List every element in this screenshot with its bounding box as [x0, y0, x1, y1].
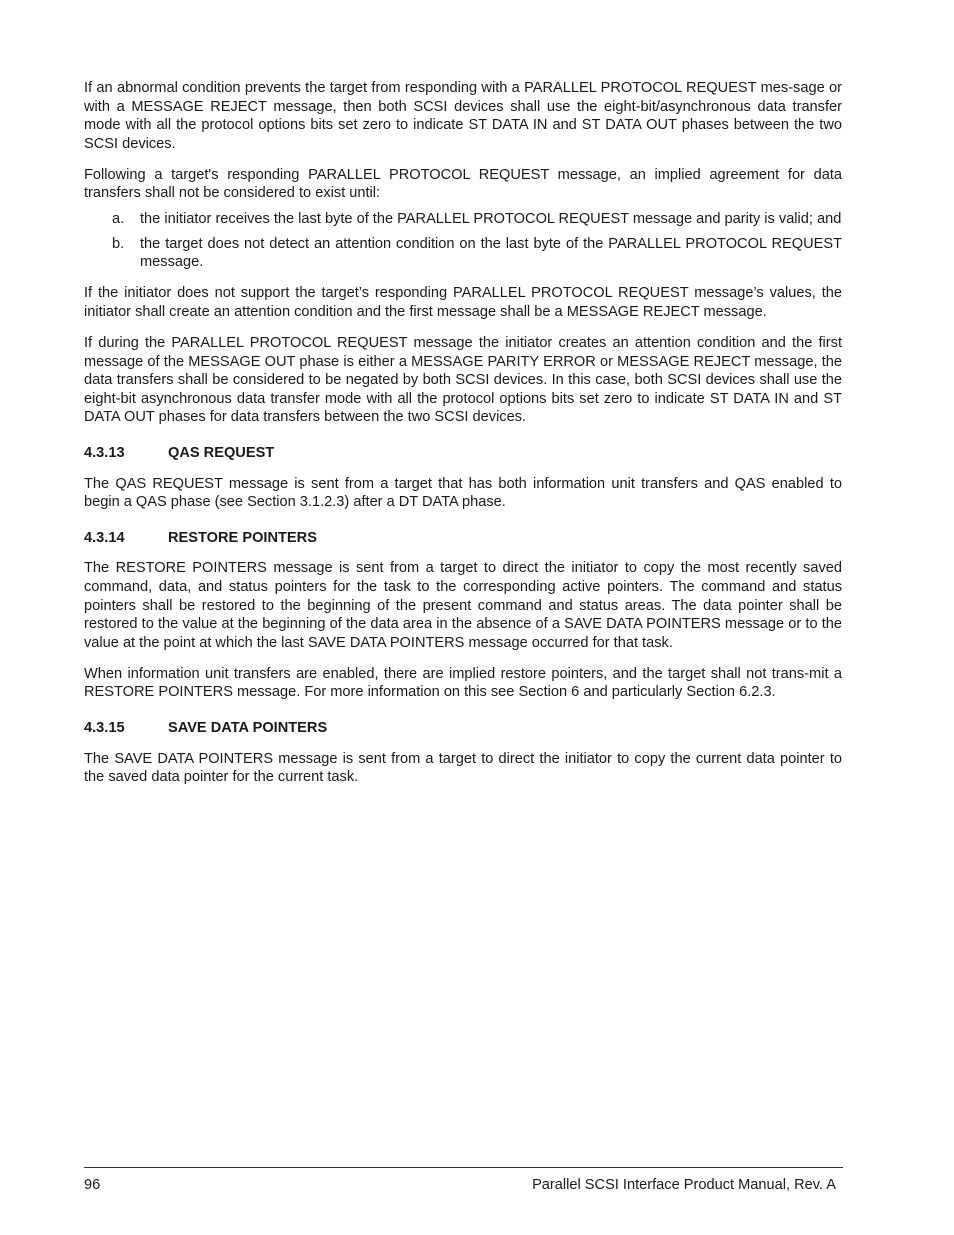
section-title: SAVE DATA POINTERS [168, 720, 328, 737]
section-heading-restore-pointers [84, 529, 842, 548]
section-heading-save-data-pointers [84, 719, 842, 738]
list-marker: b. [112, 235, 125, 252]
condition-list [84, 210, 842, 272]
document-body [84, 79, 842, 799]
list-marker: a. [112, 210, 125, 227]
paragraph: The RESTORE POINTERS message is sent from a target to direct the initiator to copy the most recently saved command, data, and status pointers for the task to the corresponding active pointers. The command and status pointers shall be restored to the beginning of the present command and status areas. The data pointer shall be restored to the value at the beginning of the data area in the absence of a SAVE DATA POINTERS message or to the value at the point at which the last SAVE DATA POINTERS message occurred for that task. [84, 560, 842, 651]
paragraph: The SAVE DATA POINTERS message is sent from a target to direct the initiator to copy the current data pointer to the saved data pointer for the current task. [84, 750, 842, 786]
section-number: 4.3.13 [84, 445, 125, 461]
footer-divider [84, 1167, 843, 1168]
section-number: 4.3.14 [84, 529, 125, 546]
section-title: RESTORE POINTERS [168, 529, 317, 546]
manual-title: Parallel SCSI Interface Product Manual, Rev. A [532, 1177, 836, 1193]
page-footer [84, 1176, 836, 1194]
section-title: QAS REQUEST [168, 445, 275, 461]
paragraph: When information unit transfers are enabled, there are implied restore pointers, and the target shall not trans-mit a RESTORE POINTERS message. For more information on this see Section 6 and particularly Section 6.2.3. [84, 665, 842, 701]
paragraph: If an abnormal condition prevents the target from responding with a PARALLEL PROTOCOL REQUEST mes-sage or with a MESSAGE REJECT message, then both SCSI devices shall use the eight-bit/asynchronous data transfer mode with all the protocol options bits set zero to indicate ST DATA IN and ST DATA OUT phases between the two SCSI devices. [84, 80, 842, 152]
list-item [84, 210, 842, 229]
section-number: 4.3.15 [84, 720, 125, 737]
list-item-text: the initiator receives the last byte of the PARALLEL PROTOCOL REQUEST message and parity is valid; and [140, 210, 842, 227]
paragraph: If during the PARALLEL PROTOCOL REQUEST message the initiator creates an attention condition and the first message of the MESSAGE OUT phase is either a MESSAGE PARITY ERROR or MESSAGE REJECT message, the data transfers shall be considered to be negated by both SCSI devices. In this case, both SCSI devices shall use the eight-bit asynchronous data transfer mode with all the protocol options bits set zero to indicate ST DATA IN and ST DATA OUT phases for data transfers between the two SCSI devices. [84, 335, 842, 426]
list-item [84, 235, 842, 272]
paragraph: Following a target's responding PARALLEL PROTOCOL REQUEST message, an implied agreement for data transfers shall not be considered to exist until: [84, 166, 842, 202]
paragraph: The QAS REQUEST message is sent from a target that has both information unit transfers and QAS enabled to begin a QAS phase (see Section 3.1.2.3) after a DT DATA phase. [84, 475, 842, 511]
paragraph: If the initiator does not support the target’s responding PARALLEL PROTOCOL REQUEST message’s values, the initiator shall create an attention condition and the first message shall be a MESSAGE REJECT message. [84, 285, 842, 320]
page-number: 96 [84, 1177, 101, 1193]
section-heading-qas-request [84, 444, 842, 463]
list-item-text: the target does not detect an attention condition on the last byte of the PARALLEL PROTOCOL REQUEST message. [140, 235, 842, 271]
